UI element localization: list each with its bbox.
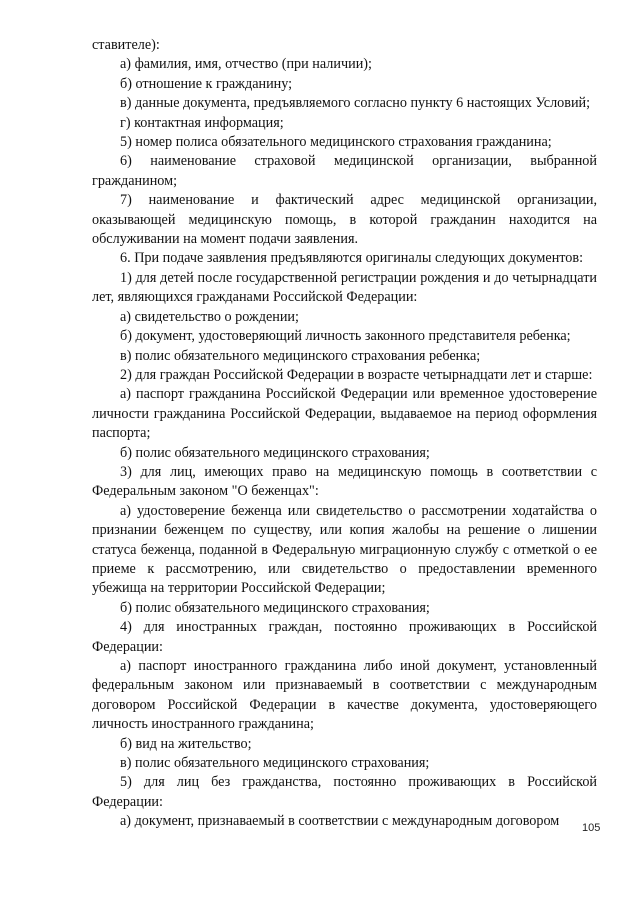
paragraph: а) паспорт иностранного гражданина либо иной документ, установленный федеральным законом или признаваемый в соответствии с международным договором Российской Федерации в качестве документа, удостоверяющего личность иностранного гражданина; — [92, 658, 597, 733]
paragraph: а) паспорт гражданина Российской Федерации или временное удостоверение личности гражданина Российской Федерации, выдаваемое на период оформления паспорта; — [92, 386, 597, 442]
paragraph: в) полис обязательного медицинского страхования; — [120, 755, 430, 772]
paragraph: а) документ, признаваемый в соответствии с международным договором — [120, 813, 560, 830]
paragraph: б) полис обязательного медицинского страхования; — [120, 444, 430, 461]
paragraph: а) свидетельство о рождении; — [120, 308, 299, 325]
paragraph: в) данные документа, предъявляемого согласно пункту 6 настоящих Условий; — [120, 95, 591, 112]
paragraph: 3) для лиц, имеющих право на медицинскую помощь в соответствии с Федеральным законом "О беженцах": — [92, 463, 597, 500]
paragraph: б) вид на жительство; — [120, 735, 252, 752]
paragraph: 6) наименование страховой медицинской организации, выбранной гражданином; — [92, 153, 597, 189]
page-number: 105 — [582, 822, 601, 834]
paragraph: а) удостоверение беженца или свидетельство о рассмотрении ходатайства о признании беженцем по существу, или копия жалобы на решение о лишении статуса беженца, поданной в Федеральную миграционную службу с отметкой о ее приеме к рассмотрению, или свидетельство о предоставлении временного убежища на территории Российской Федерации; — [92, 502, 597, 597]
paragraph: ставителе): — [92, 37, 160, 53]
paragraph: 1) для детей после государственной регистрации рождения и до четырнадцати лет, являющихся гражданами Российской Федерации: — [92, 269, 597, 306]
document-page — [92, 36, 597, 832]
paragraph: г) контактная информация; — [120, 114, 284, 131]
paragraph: б) отношение к гражданину; — [120, 75, 293, 92]
paragraph: 5) для лиц без гражданства, постоянно проживающих в Российской Федерации: — [92, 774, 597, 810]
paragraph: б) полис обязательного медицинского страхования; — [120, 599, 430, 616]
paragraph: 6. При подаче заявления предъявляются оригиналы следующих документов: — [120, 250, 584, 267]
paragraph: 7) наименование и фактический адрес медицинской организации, оказывающей медицинскую помощь, в которой гражданин находится на обслуживании на момент подачи заявления. — [92, 192, 597, 248]
paragraph: 4) для иностранных граждан, постоянно проживающих в Российской Федерации: — [92, 619, 597, 655]
paragraph: 5) номер полиса обязательного медицинского страхования гражданина; — [120, 134, 552, 151]
paragraph: в) полис обязательного медицинского страхования ребенка; — [120, 347, 481, 364]
paragraph: а) фамилия, имя, отчество (при наличии); — [120, 56, 372, 73]
paragraph: б) документ, удостоверяющий личность законного представителя ребенка; — [120, 328, 571, 345]
paragraph: 2) для граждан Российской Федерации в возрасте четырнадцати лет и старше: — [120, 366, 593, 383]
